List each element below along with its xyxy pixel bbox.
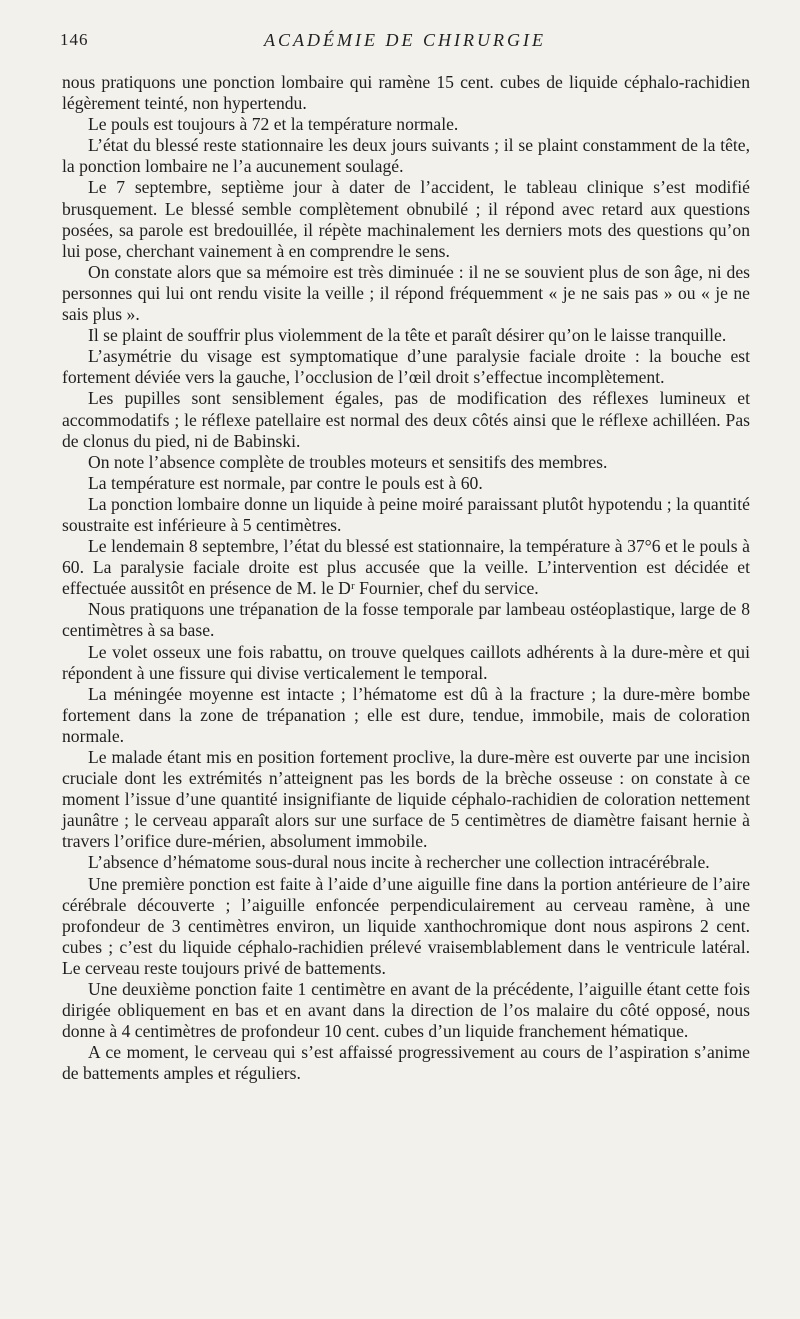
paragraph: Le pouls est toujours à 72 et la température normale. xyxy=(88,114,459,135)
paragraph: La méningée moyenne est intacte ; l’hématome est dû à la fracture ; la dure-mère bombe fortement dans la zone de trépanation ; elle est dure, tendue, immobile, mais de coloration normale. xyxy=(62,683,750,746)
paragraph: Une première ponction est faite à l’aide d’une aiguille fine dans la portion antérieure de l’aire cérébrale découverte ; l’aiguille enfoncée perpendiculairement au cerveau ramène, à une profondeur de 3 centimètres environ, un liquide xanthochromique dont nous aspirons 2 cent. cubes ; c’est du liquide céphalo-rachidien prélevé vraisemblablement dans le ventricule latéral. Le cerveau reste toujours privé de battements. xyxy=(62,873,750,978)
paragraph: L’asymétrie du visage est symptomatique d’une paralysie faciale droite : la bouche est fortement déviée vers la gauche, l’occlusion de l’œil droit s’effectue incomplètement. xyxy=(62,346,750,388)
paragraph: Le malade étant mis en position fortement proclive, la dure-mère est ouverte par une incision cruciale dont les extrémités n’atteignent pas les bords de la brèche osseuse : on constate à ce moment l’issue d’une quantité insignifiante de liquide céphalo-rachidien de coloration nettement jaunâtre ; le cerveau apparaît alors sur une surface de 5 centimètres de diamètre faisant hernie à travers l’orifice dure-mérien, absolument immobile. xyxy=(62,747,750,852)
paragraph: La température est normale, par contre le pouls est à 60. xyxy=(88,472,483,493)
paragraph: On note l’absence complète de troubles moteurs et sensitifs des membres. xyxy=(88,451,608,472)
paragraph: nous pratiquons une ponction lombaire qui ramène 15 cent. cubes de liquide céphalo-rachidien légèrement teinté, non hypertendu. xyxy=(62,72,750,114)
page-number: 146 xyxy=(60,30,89,49)
paragraph: La ponction lombaire donne un liquide à peine moiré paraissant plutôt hypotendu ; la quantité soustraite est inférieure à 5 centimètres. xyxy=(62,493,750,535)
paragraph: A ce moment, le cerveau qui s’est affaissé progressivement au cours de l’aspiration s’anime de battements amples et réguliers. xyxy=(62,1042,750,1084)
paragraph: L’absence d’hématome sous-dural nous incite à rechercher une collection intracérébrale. xyxy=(88,852,710,873)
paragraph: Le volet osseux une fois rabattu, on trouve quelques caillots adhérents à la dure-mère et qui répondent à une fissure qui divise verticalement le temporal. xyxy=(62,641,750,683)
running-title: ACADÉMIE DE CHIRURGIE xyxy=(264,30,546,50)
page-header xyxy=(60,30,750,58)
body-text xyxy=(62,72,750,1085)
paragraph: L’état du blessé reste stationnaire les deux jours suivants ; il se plaint constamment de la tête, la ponction lombaire ne l’a aucunement soulagé. xyxy=(62,135,750,177)
paragraph: Une deuxième ponction faite 1 centimètre en avant de la précédente, l’aiguille étant cette fois dirigée obliquement en bas et en avant dans la direction de l’os malaire du côté opposé, nous donne à 4 centimètres de profondeur 10 cent. cubes d’un liquide franchement hématique. xyxy=(62,979,750,1042)
paragraph: Le lendemain 8 septembre, l’état du blessé est stationnaire, la température à 37°6 et le pouls à 60. La paralysie faciale droite est plus accusée que la veille. L’intervention est décidée et effectuée aussitôt en présence de M. le Dʳ Fournier, chef du service. xyxy=(62,536,750,599)
paragraph: Nous pratiquons une trépanation de la fosse temporale par lambeau ostéoplastique, large de 8 centimètres à sa base. xyxy=(62,599,750,641)
paragraph: On constate alors que sa mémoire est très diminuée : il ne se souvient plus de son âge, ni des personnes qui lui ont rendu visite la veille ; il répond fréquemment « je ne sais pas » ou « je ne sais plus ». xyxy=(62,261,750,325)
paragraph: Les pupilles sont sensiblement égales, pas de modification des réflexes lumineux et accommodatifs ; le réflexe patellaire est normal des deux côtés ainsi que le réflexe achilléen. Pas de clonus du pied, ni de Babinski. xyxy=(62,388,750,451)
paragraph: Il se plaint de souffrir plus violemment de la tête et paraît désirer qu’on le laisse tranquille. xyxy=(88,325,727,346)
paragraph: Le 7 septembre, septième jour à dater de l’accident, le tableau clinique s’est modifié brusquement. Le blessé semble complètement obnubilé ; il répond avec retard aux questions posées, sa parole est bredouillée, il répète machinalement les derniers mots des questions qu’on lui pose, cherchant vainement à en comprendre le sens. xyxy=(62,177,750,261)
